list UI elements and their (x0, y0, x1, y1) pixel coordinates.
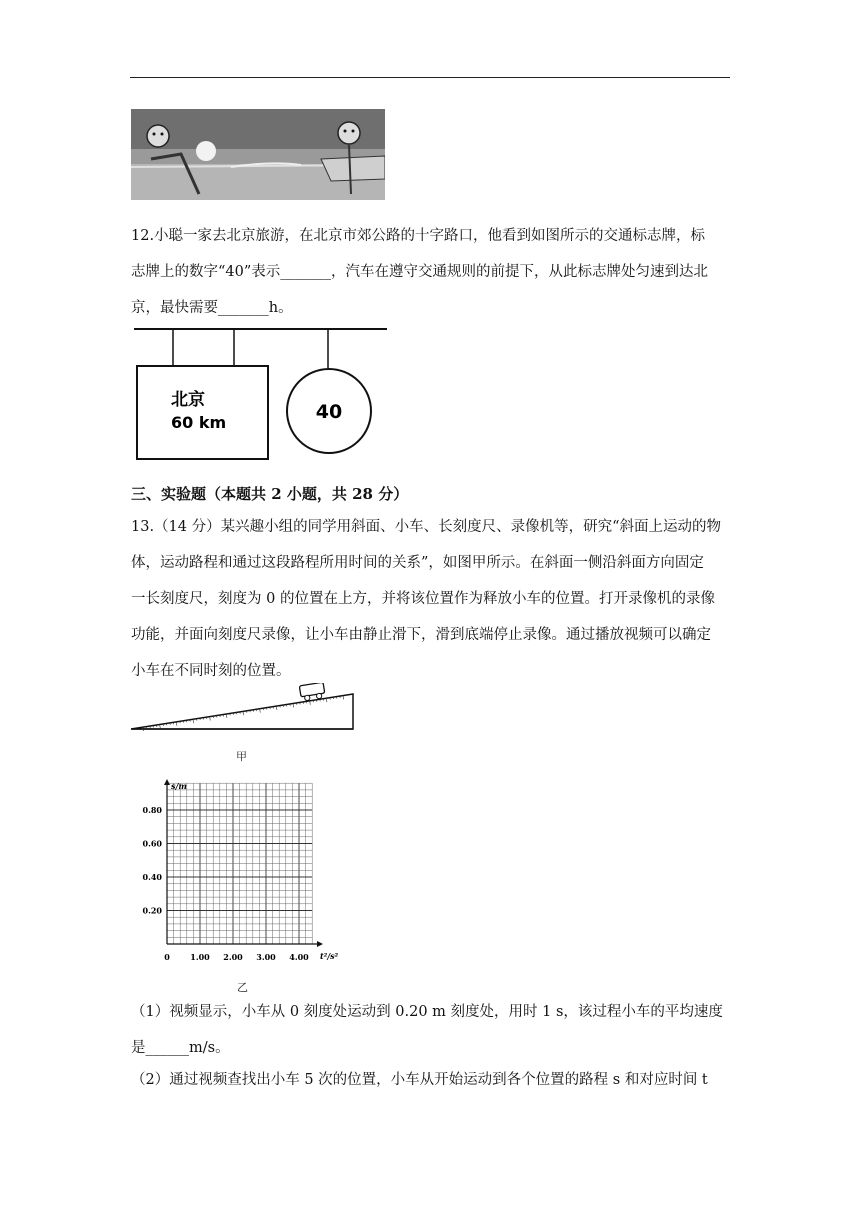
x-tick-label: 2.00 (223, 952, 243, 962)
figure-a-caption: 甲 (236, 750, 247, 763)
x-tick-label: 1.00 (190, 952, 210, 962)
y-tick-label: 0.60 (142, 838, 162, 849)
q13-line3: 一长刻度尺，刻度为 0 的位置在上方，并将该位置作为释放小车的位置。打开录像机的录像 (131, 591, 715, 607)
part-2 (131, 1062, 731, 1098)
part-1 (131, 994, 731, 1066)
part2-line1: （2）通过视频查找出小车 5 次的位置，小车从开始运动到各个位置的路程 s 和对应时间 t (131, 1072, 708, 1088)
sign-distance: 60 km (171, 413, 227, 432)
header-rule (130, 77, 730, 78)
q13-line1: 13.（14 分）某兴趣小组的同学用斜面、小车、长刻度尺、录像机等，研究“斜面上运动的物 (131, 519, 722, 535)
q12-line3: 京，最快需要_______h。 (131, 300, 293, 316)
y-axis-label: s/m (171, 781, 187, 791)
origin-label: 0 (164, 952, 170, 962)
question-13 (131, 509, 731, 689)
section-heading: 三、实验题（本题共 2 小题，共 28 分） (131, 485, 409, 503)
part1-line1: （1）视频显示，小车从 0 刻度处运动到 0.20 m 刻度处，用时 1 s，该过程小车的平均速度 (131, 1004, 723, 1020)
q12-line2: 志牌上的数字“40”表示_______，汽车在遵守交通规则的前提下，从此标志牌处匀速到达北 (131, 264, 709, 280)
x-axis-label: t²/s² (320, 951, 339, 961)
incline-figure (131, 683, 361, 733)
speed-limit-value: 40 (315, 401, 343, 423)
part1-line2: 是______m/s。 (131, 1040, 230, 1056)
y-tick-label: 0.20 (142, 905, 162, 916)
x-tick-label: 4.00 (289, 952, 309, 962)
y-tick-label: 0.40 (142, 872, 162, 882)
sign-city: 北京 (171, 390, 205, 410)
traffic-sign-figure (131, 325, 391, 465)
s-t2-graph (131, 778, 351, 968)
q13-line4: 功能，并面向刻度尺录像，让小车由静止滑下，滑到底端停止录像。通过播放视频可以确定 (131, 627, 711, 643)
y-tick-label: 0.80 (142, 805, 162, 815)
cartoon-illustration (131, 109, 385, 200)
q13-line5: 小车在不同时刻的位置。 (131, 663, 291, 679)
q12-line1: 12.小聪一家去北京旅游，在北京市郊公路的十字路口，他看到如图所示的交通标志牌，标 (131, 228, 706, 244)
question-12 (131, 218, 731, 326)
q13-line2: 体，运动路程和通过这段路程所用时间的关系”，如图甲所示。在斜面一侧沿斜面方向固定 (131, 555, 704, 571)
figure-b-caption: 乙 (237, 981, 248, 994)
x-tick-label: 3.00 (256, 952, 276, 962)
